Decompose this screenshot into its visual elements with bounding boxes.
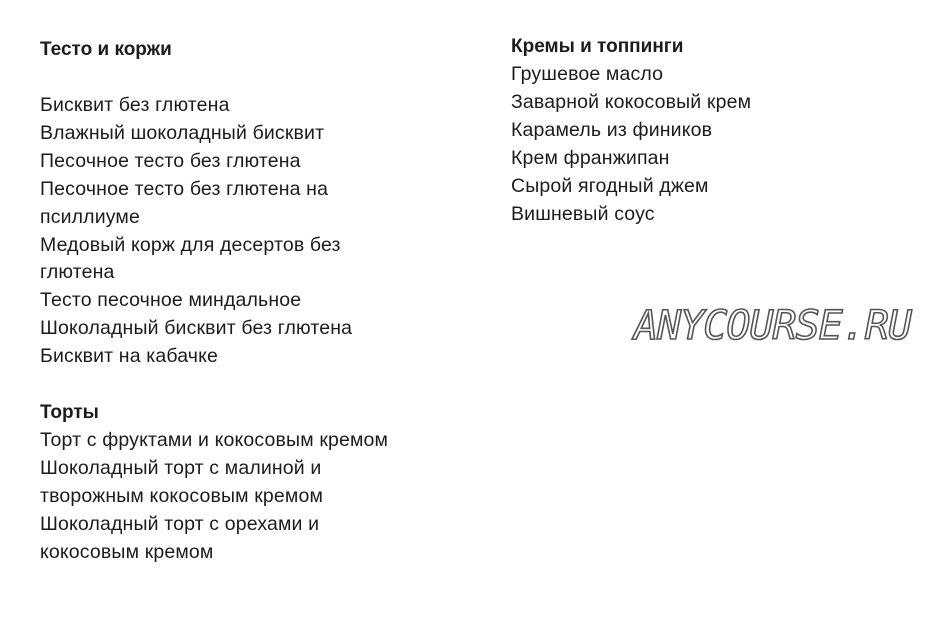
list-item: Песочное тесто без глютена [40,149,301,172]
section-title-cakes: Торты [40,402,99,424]
list-item: кокосовым кремом [40,540,214,563]
list-item: Карамель из фиников [511,118,713,141]
list-item: Вишневый соус [511,202,655,225]
list-item: Крем франжипан [511,146,670,169]
list-item: Шоколадный бисквит без глютена [40,317,353,340]
list-item: Шоколадный торт с орехами и [40,512,320,535]
left-column [40,36,480,567]
spacer [40,371,480,399]
watermark-text: ANYCOURSE.RU [634,303,911,349]
list-item: Торт с фруктами и кокосовым кремом [40,429,389,452]
dough-list [40,92,480,371]
list-item: Влажный шоколадный бисквит [40,121,325,144]
list-item: Шоколадный торт с малиной и [40,456,322,479]
list-item: Сырой ягодный джем [511,174,709,197]
section-cakes [40,399,480,567]
right-column [511,33,911,228]
list-item: псиллиуме [40,205,140,228]
list-item: Тесто песочное миндальное [40,289,302,312]
list-item: Медовый корж для десертов без [40,233,341,256]
list-item: Бисквит на кабачке [40,345,218,368]
list-item: творожным кокосовым кремом [40,484,324,507]
section-title-creams: Кремы и топпинги [511,36,684,57]
list-item: Песочное тесто без глютена на [40,177,329,200]
list-item: Грушевое масло [511,63,664,85]
spacer [40,64,480,92]
section-creams [511,33,911,228]
section-dough [40,36,480,371]
list-item: Заварной кокосовый крем [511,90,752,113]
list-item: глютена [40,261,115,284]
cakes-list [40,427,480,567]
list-item: Бисквит без глютена [40,94,230,116]
creams-list [511,61,911,228]
section-title-dough: Тесто и коржи [40,39,172,60]
